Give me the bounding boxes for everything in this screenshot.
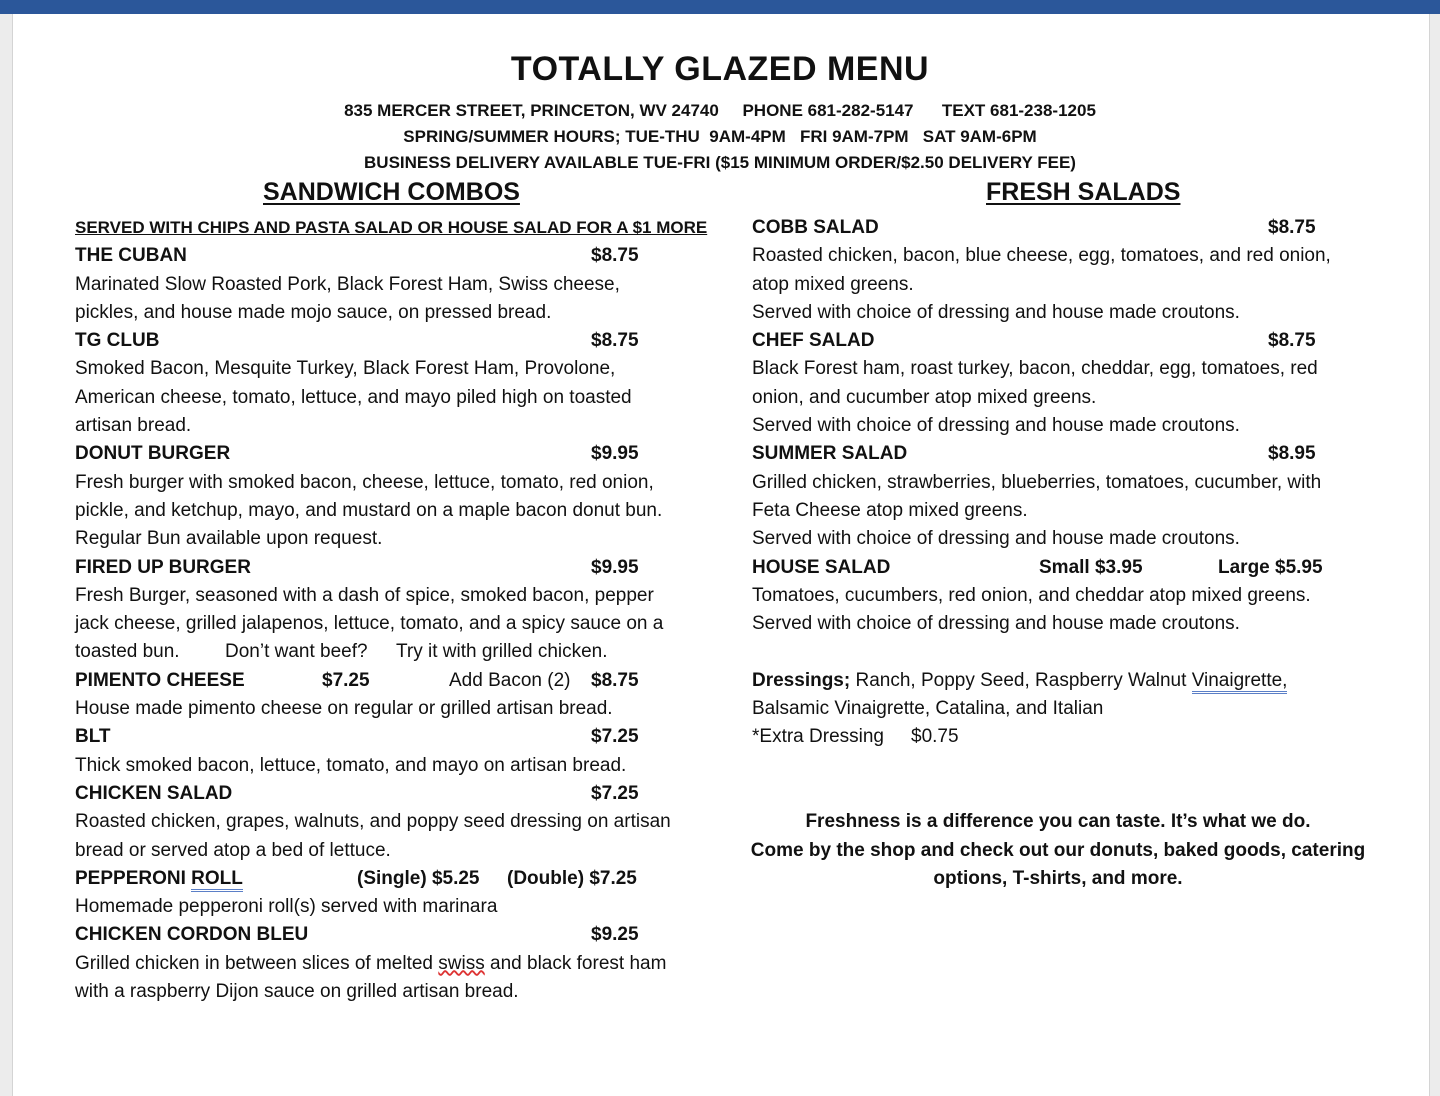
item-name: FIRED UP BURGER [75,556,251,578]
item-name: PIMENTO CHEESE [75,669,245,691]
salad-column [752,214,1362,752]
contact-line [0,101,1440,121]
item-description: Fresh burger with smoked bacon, cheese, lettuce, tomato, red onion, [75,471,654,493]
item-description: House made pimento cheese on regular or grilled artisan bread. [75,698,613,720]
item-price: $8.75 [591,330,639,352]
item-name: COBB SALAD [752,217,879,238]
item-description: Served with choice of dressing and house made croutons. [752,415,1240,437]
menu-item-header [75,242,695,270]
spelling-flagged-word[interactable]: swiss [438,952,485,974]
item-description: Thick smoked bacon, lettuce, tomato, and mayo on artisan bread. [75,754,627,776]
menu-item-header [75,723,695,751]
item-description: toasted bun. Don’t want beef? Try it with grilled chicken. [75,641,608,663]
menu-item-header [75,554,695,582]
item-description: pickle, and ketchup, mayo, and mustard on a maple bacon donut bun. [75,499,663,521]
item-description: pickles, and house made mojo sauce, on pressed bread. [75,301,552,323]
item-description: Regular Bun available upon request. [75,528,383,550]
item-description: Served with choice of dressing and house made croutons. [752,528,1240,550]
item-description: Roasted chicken, bacon, blue cheese, egg, tomatoes, and red onion, [752,245,1331,267]
item-name: PEPPERONI [75,867,186,889]
item-name: DONUT BURGER [75,443,231,465]
menu-title: TOTALLY GLAZED MENU [510,50,930,88]
item-description: artisan bread. [75,415,192,437]
item-description: Black Forest ham, roast turkey, bacon, cheddar, egg, tomatoes, red [752,358,1318,380]
item-price: $8.95 [1268,443,1316,465]
item-price: $9.95 [591,443,639,465]
menu-item-header [75,667,695,695]
item-description: Served with choice of dressing and house made croutons. [752,613,1240,635]
extra-dressing: *Extra Dressing $0.75 [752,723,1362,751]
single-price: (Single) $5.25 [357,867,480,889]
item-description: Tomatoes, cucumbers, red onion, and cheddar atop mixed greens. [752,584,1311,606]
item-price: $7.25 [591,726,639,748]
item-name: CHICKEN CORDON BLEU [75,924,309,946]
menu-item-header [75,327,695,355]
item-price: $9.95 [591,556,639,578]
footer-message: Freshness is a difference you can taste. It’s what we do. Come by the shop and check out our donuts, baked goods, catering options, T-shirts, and more. [750,811,1366,890]
item-price: $9.25 [591,924,639,946]
item-description: jack cheese, grilled jalapenos, lettuce, tomato, and a spicy sauce on a [75,613,664,635]
dressings-list: Balsamic Vinaigrette, Catalina, and Italian [752,698,1104,720]
menu-item-header [75,921,695,949]
item-description: Grilled chicken in between slices of melted swiss and black forest ham [75,952,667,974]
menu-item-header [752,327,1362,355]
menu-item-header [75,780,695,808]
item-description: Grilled chicken, strawberries, blueberries, tomatoes, cucumber, with [752,471,1322,493]
sandwich-column [75,214,708,1006]
grammar-flagged-word[interactable]: Vinaigrette, [1192,670,1288,694]
item-description: atop mixed greens. [752,273,914,295]
item-price: $8.75 [591,669,639,691]
item-description: Smoked Bacon, Mesquite Turkey, Black Forest Ham, Provolone, [75,358,616,380]
item-price: $8.75 [1268,217,1316,238]
menu-item-header [752,554,1362,582]
sandwich-combos-heading: SANDWICH COMBOS [263,178,520,206]
hours-line: SPRING/SUMMER HOURS; TUE-THU 9AM-4PM FRI 9AM-7PM SAT 9AM-6PM [403,127,1037,146]
item-name: CHEF SALAD [752,330,875,352]
item-price: $8.75 [591,245,639,267]
item-description: onion, and cucumber atop mixed greens. [752,386,1097,408]
item-name: SUMMER SALAD [752,443,908,465]
menu-item-header [75,440,695,468]
phone: PHONE 681-282-5147 [742,101,914,120]
extra-dressing-price: $0.75 [911,726,959,748]
item-price: $8.75 [1268,330,1316,352]
item-description: Marinated Slow Roasted Pork, Black Forest Ham, Swiss cheese, [75,273,620,295]
fresh-salads-heading: FRESH SALADS [986,178,1181,206]
dressings-label: Dressings; [752,669,851,691]
item-description: Fresh Burger, seasoned with a dash of spice, smoked bacon, pepper [75,584,654,606]
small-price: Small $3.95 [1039,556,1143,578]
item-description: Roasted chicken, grapes, walnuts, and poppy seed dressing on artisan [75,811,671,833]
address: 835 MERCER STREET, PRINCETON, WV 24740 [344,101,719,120]
item-name: TG CLUB [75,330,160,352]
menu-item-header [752,440,1362,468]
item-addon: Add Bacon (2) [449,669,571,691]
window-top-bar [0,0,1440,14]
item-name: HOUSE SALAD [752,556,891,578]
item-name: THE CUBAN [75,245,187,267]
menu-item-header [752,214,1362,242]
item-description: Homemade pepperoni roll(s) served with marinara [75,896,498,918]
item-description: Feta Cheese atop mixed greens. [752,499,1028,521]
grammar-flagged-word[interactable]: ROLL [191,868,243,892]
dressings-list: Dressings; Ranch, Poppy Seed, Raspberry Walnut Vinaigrette, [752,667,1362,695]
item-description: American cheese, tomato, lettuce, and mayo piled high on toasted [75,386,632,408]
item-price: $7.25 [591,782,639,804]
item-description: Served with choice of dressing and house made croutons. [752,301,1240,323]
double-price: (Double) $7.25 [507,867,637,889]
item-price-base: $7.25 [322,669,370,691]
item-description: bread or served atop a bed of lettuce. [75,839,391,861]
large-price: Large $5.95 [1218,556,1323,578]
item-name: CHICKEN SALAD [75,782,233,804]
menu-item-header [75,865,695,893]
delivery-line: BUSINESS DELIVERY AVAILABLE TUE-FRI ($15 MINIMUM ORDER/$2.50 DELIVERY FEE) [364,153,1076,172]
combo-note: SERVED WITH CHIPS AND PASTA SALAD OR HOUSE SALAD FOR A $1 MORE [75,218,708,237]
text-number: TEXT 681-238-1205 [941,101,1096,120]
item-name: BLT [75,726,111,748]
item-description: with a raspberry Dijon sauce on grilled artisan bread. [75,981,519,1003]
